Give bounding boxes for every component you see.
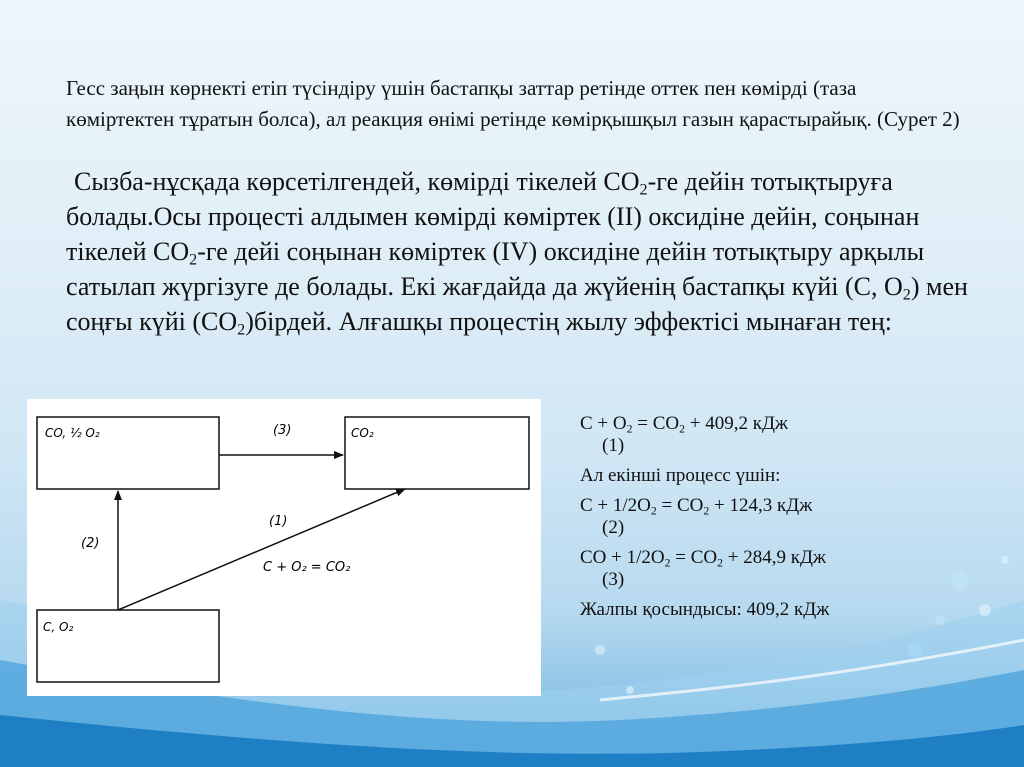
total-sum: Жалпы қосындысы: 409,2 кДж bbox=[580, 599, 830, 620]
explanation-paragraph: Сызба-нұсқада көрсетілгендей, көмірді тікелей $СО_2-ге$ дейін тотықтыруға болады.Осы процесті алдымен көмірді көміртек (ІІ) оксидіне дейін, соңынан тікелей $СО_2-ге$ дейі соңынан көміртек (IV) оксидіне дейін тотықтыру арқылы сатылап жүргізуге де болады. Екі жағдайда да жүйенің бастапқы күйі (С, $О_2$) мен соңғы күйі $(СО_2)бірдей$. Алғашқы процестің жылу эффектісі мынаған тең: bbox=[66, 167, 968, 339]
equation-1-number: (1) bbox=[602, 435, 625, 456]
equation-2: $C + 1/2O_2 = CO_2 + 124,3$ кДж (2) bbox=[580, 495, 1000, 539]
equations-panel bbox=[580, 413, 1000, 629]
arrow-3-label: (3) bbox=[273, 423, 292, 438]
arrow-1-label: (1) bbox=[269, 514, 288, 529]
box-c-o2-label: C, O₂ bbox=[43, 620, 74, 634]
box-co-half-o2-label: CO, ½ O₂ bbox=[45, 426, 100, 440]
equation-3-number: (3) bbox=[602, 569, 625, 590]
arrow-1 bbox=[118, 489, 405, 610]
hess-diagram bbox=[27, 399, 541, 696]
intro-paragraph: Гесс заңын көрнекті етіп түсіндіру үшін бастапқы заттар ретінде оттек пен көмірді (таза көміртектен тұратын болса), ал реакция өнімі ретінде көмірқышқыл газын қарастырайық. (Сурет 2) bbox=[66, 76, 960, 131]
equation-1: $C + O_2 = CO_2 + 409,2$ кДж (1) bbox=[580, 413, 1000, 457]
equation-2-number: (2) bbox=[602, 517, 625, 538]
diagram-equation: C + O₂ = CO₂ bbox=[263, 560, 351, 575]
equation-3: CO + $1/2O_2 = CO_2 + 284,9$ кДж (3) bbox=[580, 547, 1000, 591]
second-process-intro: Ал екінші процесс үшін: bbox=[580, 465, 781, 486]
box-co2-label: CO₂ bbox=[351, 426, 374, 440]
arrow-2-label: (2) bbox=[81, 536, 100, 551]
